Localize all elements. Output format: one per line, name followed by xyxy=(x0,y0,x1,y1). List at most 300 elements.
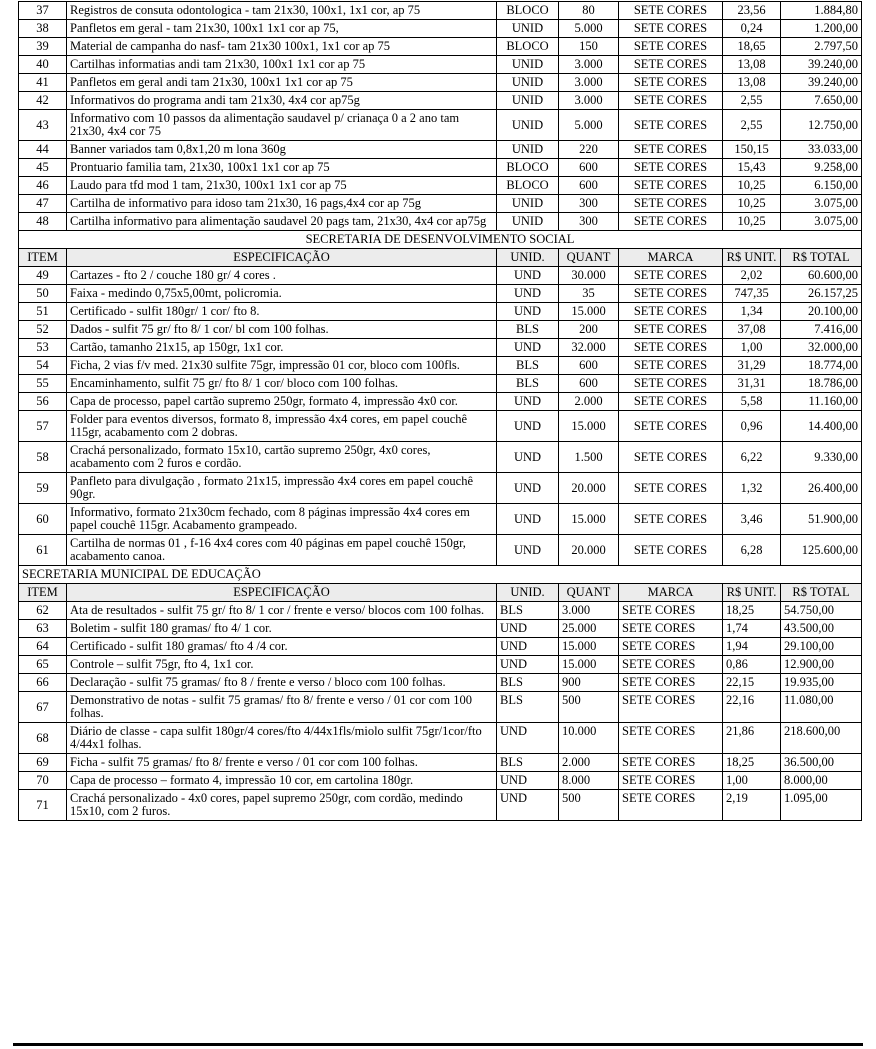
table-row xyxy=(19,375,862,393)
cell-unid: UND xyxy=(497,723,559,754)
table-row xyxy=(19,638,862,656)
cell-item: 44 xyxy=(19,141,67,159)
cell-unid: BLOCO xyxy=(497,38,559,56)
bottom-divider xyxy=(13,1043,863,1046)
cell-quant: 600 xyxy=(559,375,619,393)
table-row xyxy=(19,141,862,159)
cell-unit: 5,58 xyxy=(723,393,781,411)
cell-unid: BLS xyxy=(497,602,559,620)
cell-marca: SETE CORES xyxy=(619,442,723,473)
cell-quant: 8.000 xyxy=(559,772,619,790)
cell-quant: 220 xyxy=(559,141,619,159)
cell-item: 54 xyxy=(19,357,67,375)
cell-spec: Panfletos em geral - tam 21x30, 100x1 1x1 cor ap 75, xyxy=(67,20,497,38)
header-unit: R$ UNIT. xyxy=(723,249,781,267)
cell-unit: 6,22 xyxy=(723,442,781,473)
cell-unid: BLS xyxy=(497,357,559,375)
cell-item: 65 xyxy=(19,656,67,674)
cell-unid: BLS xyxy=(497,375,559,393)
table-row xyxy=(19,213,862,231)
cell-unid: UND xyxy=(497,504,559,535)
cell-marca: SETE CORES xyxy=(619,504,723,535)
cell-item: 45 xyxy=(19,159,67,177)
cell-spec: Panfleto para divulgação , formato 21x15, impressão 4x4 cores em papel couchê 90gr. xyxy=(67,473,497,504)
cell-spec: Cartilha de informativo para idoso tam 21x30, 16 pags,4x4 cor ap 75g xyxy=(67,195,497,213)
cell-quant: 5.000 xyxy=(559,110,619,141)
cell-spec: Certificado - sulfit 180 gramas/ fto 4 /4 cor. xyxy=(67,638,497,656)
cell-unit: 22,15 xyxy=(723,674,781,692)
cell-quant: 15.000 xyxy=(559,303,619,321)
table-row xyxy=(19,267,862,285)
cell-total: 8.000,00 xyxy=(781,772,862,790)
cell-unid: BLS xyxy=(497,674,559,692)
cell-marca: SETE CORES xyxy=(619,638,723,656)
cell-item: 63 xyxy=(19,620,67,638)
cell-item: 43 xyxy=(19,110,67,141)
cell-unid: BLS xyxy=(497,754,559,772)
cell-total: 218.600,00 xyxy=(781,723,862,754)
cell-unit: 2,02 xyxy=(723,267,781,285)
cell-quant: 15.000 xyxy=(559,504,619,535)
header-item: ITEM xyxy=(19,584,67,602)
cell-marca: SETE CORES xyxy=(619,141,723,159)
header-marca: MARCA xyxy=(619,249,723,267)
cell-unit: 0,86 xyxy=(723,656,781,674)
cell-total: 19.935,00 xyxy=(781,674,862,692)
cell-marca: SETE CORES xyxy=(619,285,723,303)
cell-unid: UND xyxy=(497,473,559,504)
cell-spec: Informativo, formato 21x30cm fechado, com 8 páginas impressão 4x4 cores em papel couchê 115gr. Acabamento grampeado. xyxy=(67,504,497,535)
cell-unid: UND xyxy=(497,535,559,566)
cell-quant: 600 xyxy=(559,159,619,177)
cell-spec: Folder para eventos diversos, formato 8, impressão 4x4 cores, em papel couchê 115gr, acabamento com 2 dobras. xyxy=(67,411,497,442)
cell-unid: UNID xyxy=(497,141,559,159)
cell-quant: 80 xyxy=(559,2,619,20)
cell-unid: UND xyxy=(497,442,559,473)
cell-item: 47 xyxy=(19,195,67,213)
cell-item: 58 xyxy=(19,442,67,473)
cell-unit: 13,08 xyxy=(723,74,781,92)
cell-unid: BLOCO xyxy=(497,177,559,195)
cell-marca: SETE CORES xyxy=(619,754,723,772)
cell-quant: 1.500 xyxy=(559,442,619,473)
section-education xyxy=(19,566,862,602)
cell-spec: Prontuario familia tam, 21x30, 100x1 1x1 cor ap 75 xyxy=(67,159,497,177)
cell-marca: SETE CORES xyxy=(619,110,723,141)
cell-item: 68 xyxy=(19,723,67,754)
cell-marca: SETE CORES xyxy=(619,74,723,92)
header-unid: UNID. xyxy=(497,584,559,602)
cell-unit: 0,96 xyxy=(723,411,781,442)
cell-unit: 1,74 xyxy=(723,620,781,638)
section-social xyxy=(19,231,862,267)
cell-marca: SETE CORES xyxy=(619,159,723,177)
cell-unit: 2,55 xyxy=(723,110,781,141)
cell-unid: BLOCO xyxy=(497,159,559,177)
cell-quant: 500 xyxy=(559,692,619,723)
cell-unit: 747,35 xyxy=(723,285,781,303)
cell-marca: SETE CORES xyxy=(619,656,723,674)
cell-unid: UNID xyxy=(497,213,559,231)
cell-quant: 3.000 xyxy=(559,602,619,620)
cell-item: 61 xyxy=(19,535,67,566)
cell-spec: Cartazes - fto 2 / couche 180 gr/ 4 cores . xyxy=(67,267,497,285)
cell-spec: Laudo para tfd mod 1 tam, 21x30, 100x1 1x1 cor ap 75 xyxy=(67,177,497,195)
cell-item: 71 xyxy=(19,790,67,821)
cell-total: 43.500,00 xyxy=(781,620,862,638)
table-row xyxy=(19,2,862,20)
cell-quant: 5.000 xyxy=(559,20,619,38)
table-row xyxy=(19,20,862,38)
header-total: R$ TOTAL xyxy=(781,249,862,267)
cell-spec: Encaminhamento, sulfit 75 gr/ fto 8/ 1 cor/ bloco com 100 folhas. xyxy=(67,375,497,393)
table-row xyxy=(19,620,862,638)
cell-item: 50 xyxy=(19,285,67,303)
table-row xyxy=(19,602,862,620)
cell-unid: UNID xyxy=(497,56,559,74)
column-header-row xyxy=(19,584,862,602)
cell-unid: UND xyxy=(497,656,559,674)
table-row xyxy=(19,303,862,321)
cell-unit: 1,00 xyxy=(723,772,781,790)
table-row xyxy=(19,110,862,141)
cell-spec: Informativos do programa andi tam 21x30, 4x4 cor ap75g xyxy=(67,92,497,110)
cell-marca: SETE CORES xyxy=(619,38,723,56)
cell-spec: Cartilhas informatias andi tam 21x30, 100x1 1x1 cor ap 75 xyxy=(67,56,497,74)
table-row xyxy=(19,535,862,566)
table-row xyxy=(19,473,862,504)
cell-marca: SETE CORES xyxy=(619,195,723,213)
cell-unid: BLS xyxy=(497,321,559,339)
cell-total: 26.157,25 xyxy=(781,285,862,303)
cell-spec: Crachá personalizado, formato 15x10, cartão supremo 250gr, 4x0 cores, acabamento com 2 furos e cordão. xyxy=(67,442,497,473)
table-row xyxy=(19,754,862,772)
cell-quant: 2.000 xyxy=(559,393,619,411)
cell-spec: Crachá personalizado - 4x0 cores, papel supremo 250gr, com cordão, medindo 15x10, com 2 furos. xyxy=(67,790,497,821)
cell-unid: UNID xyxy=(497,110,559,141)
cell-unit: 18,25 xyxy=(723,754,781,772)
table-row xyxy=(19,285,862,303)
cell-total: 12.900,00 xyxy=(781,656,862,674)
header-item: ITEM xyxy=(19,249,67,267)
cell-quant: 500 xyxy=(559,790,619,821)
table-row xyxy=(19,674,862,692)
column-header-row xyxy=(19,249,862,267)
cell-marca: SETE CORES xyxy=(619,535,723,566)
cell-unid: UND xyxy=(497,411,559,442)
cell-total: 60.600,00 xyxy=(781,267,862,285)
cell-quant: 600 xyxy=(559,357,619,375)
cell-marca: SETE CORES xyxy=(619,772,723,790)
cell-total: 11.080,00 xyxy=(781,692,862,723)
cell-total: 2.797,50 xyxy=(781,38,862,56)
table-row xyxy=(19,177,862,195)
cell-total: 9.258,00 xyxy=(781,159,862,177)
cell-total: 26.400,00 xyxy=(781,473,862,504)
cell-spec: Dados - sulfit 75 gr/ fto 8/ 1 cor/ bl com 100 folhas. xyxy=(67,321,497,339)
cell-marca: SETE CORES xyxy=(619,2,723,20)
cell-quant: 10.000 xyxy=(559,723,619,754)
cell-marca: SETE CORES xyxy=(619,692,723,723)
cell-item: 52 xyxy=(19,321,67,339)
cell-item: 39 xyxy=(19,38,67,56)
cell-unid: BLOCO xyxy=(497,2,559,20)
cell-unit: 3,46 xyxy=(723,504,781,535)
cell-item: 66 xyxy=(19,674,67,692)
cell-spec: Capa de processo – formato 4, impressão 10 cor, em cartolina 180gr. xyxy=(67,772,497,790)
cell-spec: Boletim - sulfit 180 gramas/ fto 4/ 1 cor. xyxy=(67,620,497,638)
cell-unit: 1,94 xyxy=(723,638,781,656)
cell-marca: SETE CORES xyxy=(619,321,723,339)
header-spec: ESPECIFICAÇÃO xyxy=(67,249,497,267)
cell-unit: 22,16 xyxy=(723,692,781,723)
table-row xyxy=(19,790,862,821)
cell-unid: UNID xyxy=(497,92,559,110)
header-quant: QUANT xyxy=(559,584,619,602)
cell-spec: Ficha, 2 vias f/v med. 21x30 sulfite 75gr, impressão 01 cor, bloco com 100fls. xyxy=(67,357,497,375)
table-row xyxy=(19,357,862,375)
cell-total: 1.884,80 xyxy=(781,2,862,20)
cell-total: 3.075,00 xyxy=(781,195,862,213)
cell-total: 32.000,00 xyxy=(781,339,862,357)
cell-spec: Certificado - sulfit 180gr/ 1 cor/ fto 8. xyxy=(67,303,497,321)
cell-unit: 1,00 xyxy=(723,339,781,357)
cell-marca: SETE CORES xyxy=(619,375,723,393)
section-social-rows xyxy=(19,267,862,566)
cell-quant: 25.000 xyxy=(559,620,619,638)
cell-item: 38 xyxy=(19,20,67,38)
cell-total: 125.600,00 xyxy=(781,535,862,566)
cell-total: 51.900,00 xyxy=(781,504,862,535)
cell-unit: 2,55 xyxy=(723,92,781,110)
header-quant: QUANT xyxy=(559,249,619,267)
cell-unid: UND xyxy=(497,339,559,357)
cell-item: 56 xyxy=(19,393,67,411)
cell-spec: Panfletos em geral andi tam 21x30, 100x1 1x1 cor ap 75 xyxy=(67,74,497,92)
cell-total: 18.786,00 xyxy=(781,375,862,393)
table-row xyxy=(19,411,862,442)
section-title-education: SECRETARIA MUNICIPAL DE EDUCAÇÃO xyxy=(19,566,862,584)
section-education-rows xyxy=(19,602,862,821)
cell-item: 64 xyxy=(19,638,67,656)
cell-marca: SETE CORES xyxy=(619,56,723,74)
cell-unit: 1,34 xyxy=(723,303,781,321)
cell-marca: SETE CORES xyxy=(619,620,723,638)
table-row xyxy=(19,92,862,110)
cell-marca: SETE CORES xyxy=(619,723,723,754)
cell-item: 55 xyxy=(19,375,67,393)
cell-unit: 31,29 xyxy=(723,357,781,375)
cell-unit: 23,56 xyxy=(723,2,781,20)
cell-quant: 600 xyxy=(559,177,619,195)
cell-item: 60 xyxy=(19,504,67,535)
table-row xyxy=(19,74,862,92)
cell-item: 67 xyxy=(19,692,67,723)
cell-item: 70 xyxy=(19,772,67,790)
cell-spec: Cartilha de normas 01 , f-16 4x4 cores com 40 páginas em papel couchê 150gr, acabamento canoa. xyxy=(67,535,497,566)
cell-unit: 15,43 xyxy=(723,159,781,177)
cell-unit: 6,28 xyxy=(723,535,781,566)
cell-marca: SETE CORES xyxy=(619,267,723,285)
cell-unid: UNID xyxy=(497,74,559,92)
cell-unid: UND xyxy=(497,772,559,790)
cell-unid: UND xyxy=(497,620,559,638)
header-unit: R$ UNIT. xyxy=(723,584,781,602)
cell-item: 62 xyxy=(19,602,67,620)
cell-spec: Cartão, tamanho 21x15, ap 150gr, 1x1 cor. xyxy=(67,339,497,357)
cell-marca: SETE CORES xyxy=(619,674,723,692)
cell-quant: 3.000 xyxy=(559,74,619,92)
table-row xyxy=(19,56,862,74)
cell-unid: UND xyxy=(497,267,559,285)
cell-unit: 21,86 xyxy=(723,723,781,754)
cell-unit: 2,19 xyxy=(723,790,781,821)
cell-unid: UNID xyxy=(497,20,559,38)
cell-marca: SETE CORES xyxy=(619,339,723,357)
header-unid: UNID. xyxy=(497,249,559,267)
cell-total: 54.750,00 xyxy=(781,602,862,620)
cell-total: 7.416,00 xyxy=(781,321,862,339)
cell-quant: 3.000 xyxy=(559,56,619,74)
cell-item: 57 xyxy=(19,411,67,442)
cell-unit: 18,25 xyxy=(723,602,781,620)
cell-unid: UND xyxy=(497,638,559,656)
header-marca: MARCA xyxy=(619,584,723,602)
cell-quant: 900 xyxy=(559,674,619,692)
cell-item: 40 xyxy=(19,56,67,74)
cell-quant: 15.000 xyxy=(559,411,619,442)
cell-unit: 1,32 xyxy=(723,473,781,504)
cell-unit: 13,08 xyxy=(723,56,781,74)
table-row xyxy=(19,772,862,790)
cell-spec: Declaração - sulfit 75 gramas/ fto 8 / frente e verso / bloco com 100 folhas. xyxy=(67,674,497,692)
cell-total: 1.095,00 xyxy=(781,790,862,821)
cell-unid: UND xyxy=(497,790,559,821)
cell-total: 39.240,00 xyxy=(781,74,862,92)
table-row xyxy=(19,393,862,411)
cell-quant: 15.000 xyxy=(559,638,619,656)
table-row xyxy=(19,692,862,723)
cell-spec: Ficha - sulfit 75 gramas/ fto 8/ frente e verso / 01 cor com 100 folhas. xyxy=(67,754,497,772)
cell-total: 18.774,00 xyxy=(781,357,862,375)
cell-total: 3.075,00 xyxy=(781,213,862,231)
table-row xyxy=(19,195,862,213)
cell-unit: 10,25 xyxy=(723,213,781,231)
cell-unid: UND xyxy=(497,303,559,321)
cell-total: 39.240,00 xyxy=(781,56,862,74)
table-row xyxy=(19,723,862,754)
cell-marca: SETE CORES xyxy=(619,20,723,38)
cell-quant: 30.000 xyxy=(559,267,619,285)
cell-item: 53 xyxy=(19,339,67,357)
table-row xyxy=(19,339,862,357)
cell-spec: Faixa - medindo 0,75x5,00mt, policromia. xyxy=(67,285,497,303)
cell-total: 1.200,00 xyxy=(781,20,862,38)
cell-marca: SETE CORES xyxy=(619,213,723,231)
cell-item: 69 xyxy=(19,754,67,772)
cell-total: 9.330,00 xyxy=(781,442,862,473)
table-row xyxy=(19,38,862,56)
cell-marca: SETE CORES xyxy=(619,357,723,375)
cell-unid: UND xyxy=(497,285,559,303)
cell-quant: 15.000 xyxy=(559,656,619,674)
cell-unit: 18,65 xyxy=(723,38,781,56)
cell-spec: Ata de resultados - sulfit 75 gr/ fto 8/ 1 cor / frente e verso/ blocos com 100 folhas. xyxy=(67,602,497,620)
cell-spec: Capa de processo, papel cartão supremo 250gr, formato 4, impressão 4x0 cor. xyxy=(67,393,497,411)
cell-total: 11.160,00 xyxy=(781,393,862,411)
cell-unit: 10,25 xyxy=(723,195,781,213)
cell-spec: Controle – sulfit 75gr, fto 4, 1x1 cor. xyxy=(67,656,497,674)
cell-quant: 300 xyxy=(559,213,619,231)
cell-spec: Material de campanha do nasf- tam 21x30 100x1, 1x1 cor ap 75 xyxy=(67,38,497,56)
section-health-rows xyxy=(19,2,862,231)
cell-quant: 300 xyxy=(559,195,619,213)
cell-unid: BLS xyxy=(497,692,559,723)
cell-quant: 150 xyxy=(559,38,619,56)
cell-spec: Banner variados tam 0,8x1,20 m lona 360g xyxy=(67,141,497,159)
cell-total: 36.500,00 xyxy=(781,754,862,772)
cell-unit: 37,08 xyxy=(723,321,781,339)
cell-unit: 150,15 xyxy=(723,141,781,159)
table-row xyxy=(19,321,862,339)
cell-spec: Informativo com 10 passos da alimentação saudavel p/ crianaça 0 a 2 ano tam 21x30, 4x4 cor 75 xyxy=(67,110,497,141)
cell-marca: SETE CORES xyxy=(619,303,723,321)
table-row xyxy=(19,656,862,674)
cell-item: 42 xyxy=(19,92,67,110)
cell-item: 49 xyxy=(19,267,67,285)
section-title-social: SECRETARIA DE DESENVOLVIMENTO SOCIAL xyxy=(19,231,862,249)
cell-unid: UNID xyxy=(497,195,559,213)
cell-item: 46 xyxy=(19,177,67,195)
cell-spec: Demonstrativo de notas - sulfit 75 gramas/ fto 8/ frente e verso / 01 cor com 100 folhas. xyxy=(67,692,497,723)
cell-spec: Cartilha informativo para alimentação saudavel 20 pags tam, 21x30, 4x4 cor ap75g xyxy=(67,213,497,231)
cell-total: 29.100,00 xyxy=(781,638,862,656)
cell-quant: 2.000 xyxy=(559,754,619,772)
cell-item: 41 xyxy=(19,74,67,92)
cell-marca: SETE CORES xyxy=(619,177,723,195)
table-row xyxy=(19,442,862,473)
cell-total: 7.650,00 xyxy=(781,92,862,110)
header-spec: ESPECIFICAÇÃO xyxy=(67,584,497,602)
cell-spec: Registros de consuta odontologica - tam 21x30, 100x1, 1x1 cor, ap 75 xyxy=(67,2,497,20)
cell-item: 51 xyxy=(19,303,67,321)
cell-quant: 3.000 xyxy=(559,92,619,110)
cell-marca: SETE CORES xyxy=(619,790,723,821)
cell-marca: SETE CORES xyxy=(619,393,723,411)
header-total: R$ TOTAL xyxy=(781,584,862,602)
cell-item: 37 xyxy=(19,2,67,20)
cell-total: 12.750,00 xyxy=(781,110,862,141)
cell-marca: SETE CORES xyxy=(619,411,723,442)
cell-spec: Diário de classe - capa sulfit 180gr/4 cores/fto 4/44x1fls/miolo sulfit 75gr/1cor/fto 4/44x1 folhas. xyxy=(67,723,497,754)
cell-quant: 35 xyxy=(559,285,619,303)
cell-item: 59 xyxy=(19,473,67,504)
cell-quant: 20.000 xyxy=(559,473,619,504)
cell-marca: SETE CORES xyxy=(619,92,723,110)
table-row xyxy=(19,159,862,177)
cell-marca: SETE CORES xyxy=(619,473,723,504)
cell-item: 48 xyxy=(19,213,67,231)
cell-quant: 200 xyxy=(559,321,619,339)
cell-unit: 0,24 xyxy=(723,20,781,38)
cell-total: 33.033,00 xyxy=(781,141,862,159)
price-table xyxy=(18,1,862,821)
cell-total: 20.100,00 xyxy=(781,303,862,321)
cell-unit: 10,25 xyxy=(723,177,781,195)
cell-total: 6.150,00 xyxy=(781,177,862,195)
cell-marca: SETE CORES xyxy=(619,602,723,620)
cell-quant: 32.000 xyxy=(559,339,619,357)
